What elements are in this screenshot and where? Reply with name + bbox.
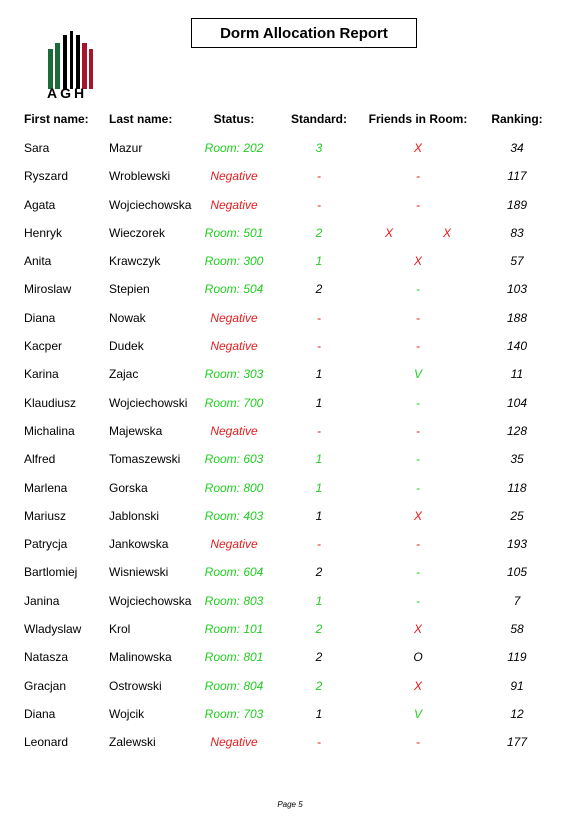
- table-row: [0, 331, 580, 359]
- standard-cell: -: [317, 197, 321, 212]
- ranking-cell: 104: [506, 395, 528, 410]
- first-name-cell: Kacper: [24, 339, 63, 354]
- table-row: [0, 473, 580, 501]
- last-name-cell: Jankowska: [109, 537, 169, 552]
- standard-cell: -: [317, 735, 321, 750]
- friends-cell: -: [416, 565, 420, 580]
- last-name-cell: Wojciechowska: [109, 197, 192, 212]
- status-cell: Negative: [210, 537, 258, 552]
- status-cell: Room: 303: [204, 367, 264, 382]
- standard-cell: 2: [315, 650, 323, 665]
- standard-cell: 1: [315, 367, 323, 382]
- table-row: [0, 586, 580, 614]
- table-row: [0, 501, 580, 529]
- first-name-cell: Diana: [24, 706, 56, 721]
- first-name-cell: Sara: [24, 141, 50, 155]
- table-row: [0, 190, 580, 218]
- table-row: [0, 727, 580, 755]
- standard-cell: 2: [315, 282, 323, 297]
- table-row: [0, 388, 580, 416]
- status-cell: Room: 101: [204, 622, 264, 637]
- ranking-cell: 177: [506, 735, 528, 750]
- ranking-cell: 58: [510, 622, 524, 637]
- friends-cell: -: [416, 537, 420, 552]
- ranking-cell: 119: [507, 650, 527, 665]
- ranking-cell: 7: [513, 593, 521, 608]
- friends-cell: X: [413, 508, 423, 523]
- status-cell: Room: 700: [204, 395, 264, 410]
- status-cell: Room: 703: [204, 706, 264, 721]
- standard-cell: 3: [315, 141, 323, 155]
- standard-cell: 2: [315, 225, 323, 240]
- last-name-cell: Tomaszewski: [109, 452, 181, 467]
- header-first-name: First name:: [24, 112, 89, 126]
- first-name-cell: Marlena: [24, 480, 68, 495]
- table-row: [0, 642, 580, 670]
- ranking-cell: 91: [510, 678, 524, 693]
- last-name-cell: Zalewski: [109, 735, 156, 750]
- friends-cell: -: [416, 395, 420, 410]
- friends-cell: -: [416, 169, 420, 184]
- last-name-cell: Wroblewski: [109, 169, 171, 184]
- standard-cell: -: [317, 169, 321, 184]
- last-name-cell: Nowak: [109, 310, 146, 325]
- first-name-cell: Klaudiusz: [24, 395, 77, 410]
- header-status: Status:: [213, 112, 255, 126]
- status-cell: Room: 800: [204, 480, 264, 495]
- first-name-cell: Janina: [24, 593, 60, 608]
- table-row: [0, 218, 580, 246]
- friends-cell: -: [416, 310, 420, 325]
- status-cell: Negative: [210, 310, 258, 325]
- allocation-table: [0, 133, 580, 756]
- friends-cell: X: [413, 678, 423, 693]
- status-cell: Room: 300: [204, 254, 264, 269]
- table-row: [0, 671, 580, 699]
- last-name-cell: Krol: [109, 622, 131, 637]
- first-name-cell: Ryszard: [24, 169, 69, 184]
- last-name-cell: Stepien: [109, 282, 150, 297]
- friends-cell: -: [416, 282, 420, 297]
- first-name-cell: Leonard: [24, 735, 69, 750]
- status-cell: Negative: [210, 197, 258, 212]
- standard-cell: 2: [315, 565, 323, 580]
- status-cell: Room: 202: [204, 141, 264, 155]
- table-row: [0, 274, 580, 302]
- first-name-cell: Miroslaw: [24, 282, 72, 297]
- ranking-cell: 83: [510, 225, 524, 240]
- standard-cell: 1: [315, 508, 323, 523]
- ranking-cell: 193: [506, 537, 528, 552]
- first-name-cell: Wladyslaw: [24, 622, 82, 637]
- ranking-cell: 57: [510, 254, 524, 269]
- page-number: Page 5: [277, 800, 303, 809]
- friends-cell: V: [413, 367, 423, 382]
- last-name-cell: Malinowska: [109, 650, 172, 665]
- header-ranking: Ranking:: [491, 112, 543, 126]
- ranking-cell: 12: [510, 706, 524, 721]
- friends-cell: -: [416, 339, 420, 354]
- standard-cell: 1: [315, 480, 323, 495]
- ranking-cell: 118: [507, 480, 527, 495]
- table-row: [0, 133, 580, 161]
- last-name-cell: Wojciechowski: [109, 395, 188, 410]
- last-name-cell: Ostrowski: [109, 678, 162, 693]
- table-row: [0, 359, 580, 387]
- table-header: [0, 112, 580, 128]
- ranking-cell: 34: [510, 141, 524, 155]
- friends-cell: -: [416, 480, 420, 495]
- status-cell: Negative: [210, 423, 258, 438]
- table-row: [0, 614, 580, 642]
- last-name-cell: Zajac: [109, 367, 139, 382]
- table-row: [0, 699, 580, 727]
- friends-cell: X: [413, 622, 423, 637]
- table-row: [0, 416, 580, 444]
- last-name-cell: Gorska: [109, 480, 148, 495]
- status-cell: Negative: [210, 339, 258, 354]
- ranking-cell: 105: [506, 565, 528, 580]
- table-row: [0, 529, 580, 557]
- last-name-cell: Wisniewski: [109, 565, 169, 580]
- table-row: [0, 557, 580, 585]
- last-name-cell: Dudek: [109, 339, 144, 354]
- first-name-cell: Mariusz: [24, 508, 67, 523]
- status-cell: Room: 804: [204, 678, 264, 693]
- friend-mark: X: [384, 225, 394, 240]
- status-cell: Room: 604: [204, 565, 264, 580]
- first-name-cell: Agata: [24, 197, 56, 212]
- standard-cell: 2: [315, 678, 323, 693]
- ranking-cell: 25: [510, 508, 524, 523]
- first-name-cell: Patrycja: [24, 537, 68, 552]
- standard-cell: -: [317, 310, 321, 325]
- report-title: Dorm Allocation Report: [191, 18, 417, 48]
- standard-cell: -: [317, 423, 321, 438]
- ranking-cell: 103: [506, 282, 528, 297]
- first-name-cell: Gracjan: [24, 678, 67, 693]
- ranking-cell: 11: [510, 367, 524, 382]
- first-name-cell: Diana: [24, 310, 56, 325]
- first-name-cell: Natasza: [24, 650, 69, 665]
- table-row: [0, 246, 580, 274]
- table-row: [0, 444, 580, 472]
- friends-cell: -: [416, 735, 420, 750]
- friend-mark: X: [442, 225, 452, 240]
- status-cell: Room: 603: [204, 452, 264, 467]
- friends-cell: O: [413, 650, 423, 665]
- ranking-cell: 188: [506, 310, 528, 325]
- last-name-cell: Krawczyk: [109, 254, 161, 269]
- standard-cell: 1: [315, 452, 323, 467]
- ranking-cell: 128: [506, 423, 528, 438]
- last-name-cell: Mazur: [109, 141, 143, 155]
- status-cell: Room: 403: [204, 508, 264, 523]
- header-last-name: Last name:: [109, 112, 173, 126]
- last-name-cell: Wojciechowska: [109, 593, 192, 608]
- status-cell: Room: 801: [204, 650, 264, 665]
- first-name-cell: Michalina: [24, 423, 75, 438]
- header-friends: Friends in Room:: [368, 112, 468, 126]
- friends-cell: -: [416, 197, 420, 212]
- status-cell: Room: 803: [204, 593, 264, 608]
- standard-cell: 2: [315, 622, 323, 637]
- ranking-cell: 35: [510, 452, 524, 467]
- last-name-cell: Wieczorek: [109, 225, 166, 240]
- status-cell: Negative: [210, 169, 258, 184]
- standard-cell: 1: [315, 254, 323, 269]
- standard-cell: -: [317, 537, 321, 552]
- friends-cell: V: [413, 706, 423, 721]
- ranking-cell: 189: [506, 197, 528, 212]
- ranking-cell: 117: [507, 169, 527, 184]
- status-cell: Room: 501: [204, 225, 264, 240]
- last-name-cell: Majewska: [109, 423, 163, 438]
- logo-text: AGH: [47, 85, 88, 101]
- standard-cell: 1: [315, 593, 323, 608]
- ranking-cell: 140: [506, 339, 528, 354]
- friends-cell: X: [413, 141, 423, 155]
- first-name-cell: Alfred: [24, 452, 56, 467]
- standard-cell: 1: [315, 395, 323, 410]
- table-row: [0, 303, 580, 331]
- status-cell: Room: 504: [204, 282, 264, 297]
- header-standard: Standard:: [290, 112, 348, 126]
- friends-cell: -: [416, 593, 420, 608]
- last-name-cell: Wojcik: [109, 706, 145, 721]
- standard-cell: -: [317, 339, 321, 354]
- friends-cell: -: [416, 452, 420, 467]
- standard-cell: 1: [315, 706, 323, 721]
- friends-cell: X: [413, 254, 423, 269]
- first-name-cell: Henryk: [24, 225, 63, 240]
- status-cell: Negative: [210, 735, 258, 750]
- friends-cell: [360, 226, 476, 240]
- last-name-cell: Jablonski: [109, 508, 160, 523]
- first-name-cell: Karina: [24, 367, 59, 382]
- table-row: [0, 161, 580, 189]
- first-name-cell: Bartlomiej: [24, 565, 78, 580]
- friends-cell: -: [416, 423, 420, 438]
- first-name-cell: Anita: [24, 254, 52, 269]
